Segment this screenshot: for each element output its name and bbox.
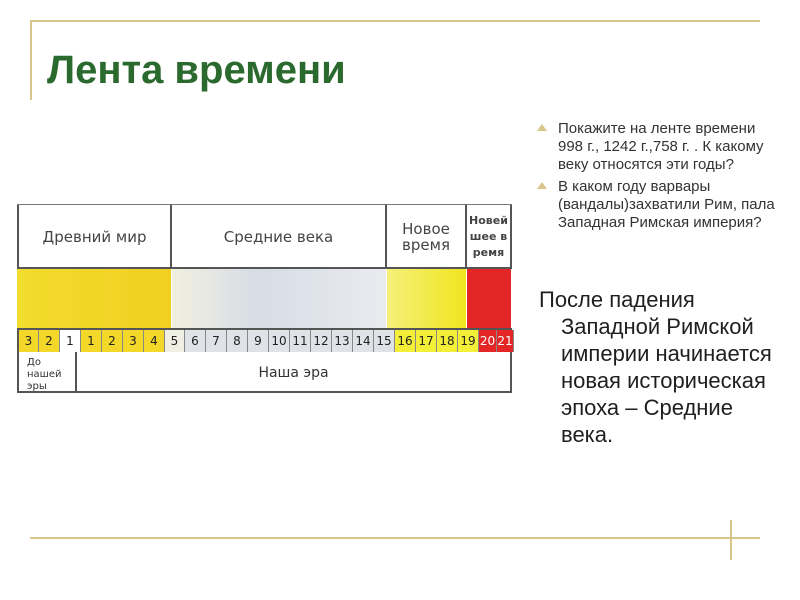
frame-bottom-line [30,537,760,539]
question-list [536,120,776,236]
before-our-era-line1: До [27,357,41,368]
century-label: 2 [39,330,60,352]
before-our-era-line2: нашей [27,369,62,380]
era-middle-ages: Средние века [172,205,387,268]
century-label: 2 [102,330,123,352]
bullet-triangle-icon [537,182,547,189]
century-label: 15 [374,330,395,352]
century-label: 12 [311,330,332,352]
our-era-label: Наша эра [77,352,512,393]
era-row [17,204,512,267]
era-newest-line2: шее в [469,229,508,243]
century-label: 16 [395,330,416,352]
century-label: 17 [416,330,437,352]
band-ancient [17,269,172,328]
band-newest [467,269,512,328]
era-newest-line1: Новей [469,213,508,227]
century-label: 18 [437,330,458,352]
century-label: 14 [353,330,374,352]
century-number-row [17,330,512,352]
century-label: 5 [165,330,185,352]
question-item [536,178,776,232]
era-ancient-world: Древний мир [17,205,172,268]
century-label: 7 [206,330,227,352]
era-new-time [387,205,467,268]
era-newest-line3: ремя [472,245,505,259]
before-our-era-label [17,352,77,393]
century-label: 3 [19,330,39,352]
band-new [387,269,467,328]
era-new-time-line1: Новое [402,219,450,238]
question-text: В каком году варвары (вандалы)захватили Рим, пала Западная Римская империя? [558,178,775,231]
color-band-row [17,267,512,330]
century-label: 21 [497,330,514,352]
century-label: 13 [332,330,353,352]
era-newest-time [467,205,512,268]
timeline-ribbon [17,204,512,393]
question-item [536,120,776,174]
question-text: Покажите на ленте времени 998 г., 1242 г.,758 г. . К какому веку относятся эти годы? [558,120,764,173]
bullet-triangle-icon [537,124,547,131]
era-new-time-line2: время [402,235,450,254]
era-division-row [17,352,512,393]
century-label: 6 [185,330,206,352]
conclusion-rest: Западной Римской империи начинается новая историческая эпоха – Средние века. [561,314,772,447]
century-label: 10 [269,330,290,352]
century-label: 19 [458,330,479,352]
century-label: 4 [144,330,165,352]
century-label: 1 [60,330,81,352]
century-label: 8 [227,330,248,352]
century-label: 11 [290,330,311,352]
frame-left-line [30,20,32,100]
conclusion-statement [539,286,779,448]
band-middle [172,269,387,328]
frame-tick-line [730,520,732,560]
century-label: 9 [248,330,269,352]
slide-title: Лента времени [47,48,346,92]
century-label: 1 [81,330,102,352]
before-our-era-line3: эры [27,381,47,392]
frame-top-line [30,20,760,22]
century-label: 20 [479,330,497,352]
century-label: 3 [123,330,144,352]
conclusion-first-line: После падения [539,287,695,312]
